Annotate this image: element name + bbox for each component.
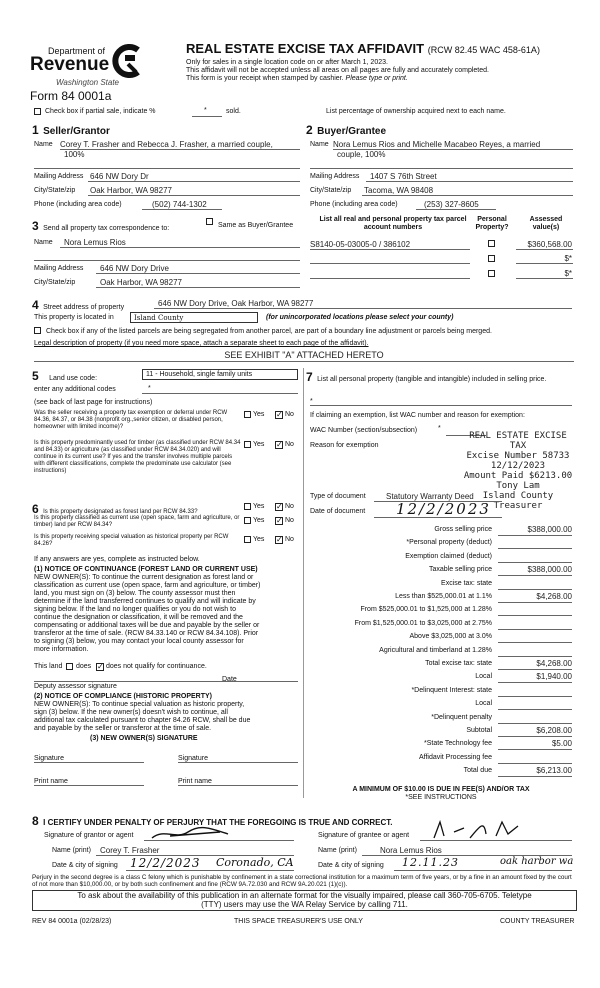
sec5-q2-yes: Yes: [253, 441, 265, 448]
calc-label: *State Technology fee: [424, 740, 492, 748]
seller-name-rule2: [34, 168, 300, 169]
grantee-sig-rule: [420, 840, 572, 841]
owner-sig-label-2: Signature: [178, 755, 208, 762]
grantee-date: 12.11.23: [402, 856, 459, 869]
land-use-select[interactable]: [142, 369, 298, 380]
grantor-name: Corey T. Frasher: [100, 846, 160, 855]
buyer-mailing: 1407 S 76th Street: [370, 172, 437, 181]
seller-phone-label: Phone (including area code): [34, 201, 122, 208]
sec7-num: 7: [306, 370, 313, 384]
sec5-q2-no-checkbox[interactable]: ✓: [276, 440, 283, 449]
sec6-q1: Is this property designated as forest land per RCW 84.33?: [43, 509, 198, 515]
notice2-text: [34, 701, 302, 733]
grantor-city: Coronado, CA: [216, 856, 294, 869]
parcel-value-1: $360,568.00: [527, 240, 572, 249]
notice1-l10: more information.: [34, 646, 89, 653]
calc-rule: [498, 535, 572, 536]
calc-value: $388,000.00: [527, 525, 572, 534]
calc-label: *Delinquent Interest: state: [411, 686, 492, 694]
buyer-num: 2: [306, 123, 313, 137]
seller-mailing: 646 NW Dory Dr: [90, 172, 149, 181]
parcel-value-rule-2: [516, 263, 573, 264]
buyer-phone-label: Phone (including area code): [310, 201, 398, 208]
notice1-title: (1) NOTICE OF CONTINUANCE (FOREST LAND OR CURRENT USE): [34, 566, 258, 573]
grantee-date-rule: [394, 870, 572, 871]
buyer-mailing-label: Mailing Address: [310, 173, 360, 180]
stamp-line2: Excise Number 58733: [466, 451, 570, 461]
wac-label: WAC Number (section/subsection): [310, 427, 418, 434]
legal-description: SEE EXHIBIT "A" ATTACHED HERETO: [224, 350, 384, 360]
see-instructions: *SEE INSTRUCTIONS: [405, 794, 477, 801]
footer-treasurer-only: THIS SPACE TREASURER'S USE ONLY: [234, 918, 363, 925]
seller-phone-rule: [142, 209, 222, 210]
sec5-q2-no: No: [285, 441, 294, 448]
owner-print-label-2: Print name: [178, 778, 212, 785]
buyer-city-rule: [362, 195, 573, 196]
sec3-city: Oak Harbor, WA 98277: [100, 278, 182, 287]
calc-value: $4,268.00: [536, 659, 572, 668]
calc-rule: [498, 615, 572, 616]
buyer-city: Tacoma, WA 98408: [364, 186, 434, 195]
sec6-num: 6: [32, 502, 39, 516]
sec7-heading: [306, 368, 574, 386]
sec7-label: List all personal property (tangible and intangible) included in selling price.: [317, 376, 547, 383]
grantee-name: Nora Lemus Rios: [380, 846, 442, 855]
partial-sale-checkbox[interactable]: [34, 108, 41, 115]
header-note1: Only for sales in a single location code on or after March 1, 2023.: [186, 59, 388, 66]
calc-table: [306, 526, 574, 784]
owner-sig-label-1: Signature: [34, 755, 64, 762]
sec5-q1-no: No: [285, 411, 294, 418]
notice2-l4: and payable by the seller or transferor at the time of sale.: [34, 725, 212, 732]
partial-sold-label: sold.: [226, 108, 241, 115]
sec3-mailing-rule: [96, 273, 300, 274]
calc-rule: [498, 763, 572, 764]
seller-city: Oak Harbor, WA 98277: [90, 186, 172, 195]
seller-city-rule: [88, 195, 300, 196]
grantee-signature-icon: [430, 818, 540, 842]
calc-label: Affidavit Processing fee: [418, 753, 492, 761]
seller-mailing-rule: [88, 181, 300, 182]
calc-rule: [498, 723, 572, 724]
dept-line1: Department of: [48, 46, 106, 56]
certify-text: I CERTIFY UNDER PENALTY OF PERJURY THAT THE FOREGOING IS TRUE AND CORRECT.: [43, 818, 393, 827]
unincorporated-note: (for unincorporated locations please select your county): [266, 314, 454, 321]
calc-value: $6,208.00: [536, 726, 572, 735]
calc-label: Exemption claimed (deduct): [405, 552, 492, 560]
personal-property-checkbox-3[interactable]: [488, 270, 495, 277]
grantee-name-label: Name (print): [318, 847, 357, 854]
doc-date: 12/2/2023: [396, 500, 491, 518]
sec5-q1-yes-checkbox[interactable]: [244, 411, 251, 418]
perjury-text: Perjury in the second degree is a class C felony which is punishable by confinement in a state correctional institution for a maximum term of five years, or by a fine in an amount fixed by the court of not more than $10,000.00, or by both such confinement and fine (RCW 9A.72.030 and RCW 9A.20.021 (1)(c)).: [32, 874, 572, 888]
parcel-value-2: $*: [564, 254, 572, 263]
notice1-l8: transferor at the time of sale. (RCW 84.33.140 or RCW 84.34.108). Prior: [34, 630, 259, 637]
calc-rule: [498, 602, 572, 603]
owner-print-label-1: Print name: [34, 778, 68, 785]
reason-label: Reason for exemption: [310, 442, 379, 449]
land-does-checkbox[interactable]: [66, 663, 73, 670]
county-select[interactable]: [130, 312, 258, 323]
seller-phone: (502) 744-1302: [152, 200, 207, 209]
stamp-line3: 12/12/2023: [490, 461, 546, 471]
sec6-if-any: If any answers are yes, complete as instructed below.: [34, 556, 200, 563]
grantee-city: oak harbor wa: [500, 856, 574, 867]
sec3-label: Send all property tax correspondence to:: [43, 225, 170, 232]
property-street: 646 NW Dory Drive, Oak Harbor, WA 98277: [158, 299, 314, 308]
column-divider: [303, 368, 304, 798]
grantor-name-label: Name (print): [52, 847, 91, 854]
sec5-q1-no-checkbox[interactable]: ✓: [276, 410, 283, 419]
calc-rule: [498, 776, 572, 777]
calc-label: Agricultural and timberland at 1.28%: [379, 646, 492, 654]
buyer-mailing-rule: [366, 181, 573, 182]
calc-label: *Delinquent penalty: [431, 713, 492, 721]
calc-label: From $525,000.01 to $1,525,000 at 1.28%: [360, 606, 492, 614]
land-does-label: does: [76, 663, 92, 670]
doc-date-label: Date of document: [310, 508, 366, 515]
sec5-heading: [32, 367, 97, 385]
calc-label: Taxable selling price: [428, 566, 492, 574]
calc-rule: [498, 642, 572, 643]
calc-rule: [498, 589, 572, 590]
calc-rule: [498, 656, 572, 657]
calc-rule: [498, 575, 572, 576]
sec5-num: 5: [32, 369, 39, 383]
sec5-q1: Was the seller receiving a property tax exemption or deferral under RCW 84.36, 84.37, or 84.38 (nonprofit org.,senior citizen, or disabled person, homeowner with limited income)?: [34, 410, 228, 430]
sec3-mailing: 646 NW Dory Drive: [100, 264, 169, 273]
additional-codes-label: enter any additional codes: [34, 386, 116, 393]
calc-label: Local: [475, 673, 492, 681]
parcel-rule-1: [310, 249, 470, 250]
same-as-buyer-label: Same as Buyer/Grantee: [218, 222, 294, 229]
calc-value: $388,000.00: [527, 565, 572, 575]
seller-heading-text: Seller/Grantor: [43, 126, 110, 137]
sec6-q1-yes-checkbox[interactable]: [244, 503, 251, 510]
calc-label: Subtotal: [466, 727, 492, 734]
sec3-num: 3: [32, 219, 39, 233]
notice2-title: (2) NOTICE OF COMPLIANCE (HISTORIC PROPERTY): [34, 693, 212, 700]
sec6-q1-no-checkbox[interactable]: ✓: [276, 502, 283, 511]
seller-mailing-label: Mailing Address: [34, 173, 84, 180]
sec6-q3-yes: Yes: [253, 536, 265, 543]
doc-date-rule: [374, 517, 502, 518]
calc-rule: [498, 736, 572, 737]
sec3-name-rule: [60, 247, 300, 248]
sec3-city-rule: [96, 287, 300, 288]
notice1-l3: land, you must sign on (3) below. The county assessor must then: [34, 590, 236, 597]
buyer-name-label: Name: [310, 141, 329, 148]
sec6-q2: Is this property classified as current use (open space, farm and agriculture, or timber) land per RCW 84.34?: [34, 515, 240, 528]
seller-name-rule: [60, 149, 300, 150]
sec7-value: *: [310, 398, 313, 405]
dept-line2: Revenue: [30, 54, 110, 75]
buyer-phone: (253) 327-8605: [424, 200, 479, 209]
seller-name-line1: Corey T. Frasher and Rebecca J. Frasher, a married couple,: [60, 140, 273, 149]
parcel-col1: List all real and personal property tax parcel account numbers: [319, 216, 467, 231]
parcel-col2: Personal Property?: [475, 216, 509, 231]
calc-label: Gross selling price: [434, 526, 492, 533]
revenue-logo-icon: [108, 44, 144, 78]
sec3-heading: [32, 217, 169, 235]
doc-type-label: Type of document: [310, 493, 366, 500]
calc-label: Total due: [463, 767, 492, 775]
grantor-sig-label: Signature of grantor or agent: [44, 832, 134, 839]
stamp-line4: Amount Paid $6213.00: [463, 471, 573, 481]
notice1-l6: continue the designation or classification, it will be removed and the: [34, 614, 243, 621]
header-note3-text: This form is your receipt when stamped by cashier.: [186, 75, 344, 82]
property-street-rule: [154, 308, 572, 309]
buyer-heading: [306, 121, 386, 139]
calc-rule: [498, 682, 572, 683]
calc-rule: [498, 548, 572, 549]
sec4-street-label: Street address of property: [43, 304, 125, 311]
parcel-rule-3: [310, 278, 470, 279]
sec4-heading: [32, 296, 124, 314]
sec5-q2: Is this property predominantly used for timber (as classified under RCW 84.34 and 84.33) or agriculture (as classified under RCW 84.34.020) and will continue in its current use? If yes and the transfer involves multiple parcels with different classifications, complete the predominate use calculator (see instructions): [34, 440, 241, 474]
sec3-city-label: City/State/zip: [34, 279, 76, 286]
calc-label: Less than $525,000.01 at 1.1%: [395, 593, 492, 600]
notice1-l4: determine if the land transferred continues to qualify and will indicate by: [34, 598, 256, 605]
seller-name-label: Name: [34, 141, 53, 148]
legal-rule-1: [34, 361, 574, 362]
minimum-due: A MINIMUM OF $10.00 IS DUE IN FEE(S) AND/OR TAX: [352, 786, 530, 793]
notice2-l3: additional tax calculated pursuant to chapter 84.26 RCW, shall be due: [34, 717, 251, 724]
grantor-sig-rule: [144, 840, 294, 841]
calc-rule: [498, 749, 572, 750]
same-as-buyer-checkbox[interactable]: [206, 218, 213, 225]
notice3-title: (3) NEW OWNER(S) SIGNATURE: [90, 735, 198, 742]
notice1-l9: to signing (3) below, you may contact your local county assessor for: [34, 638, 244, 645]
calc-label: Local: [475, 700, 492, 708]
buyer-name-line2: couple, 100%: [337, 150, 386, 159]
footer-county: COUNTY TREASURER: [500, 918, 575, 925]
header-note3-tail: Please type or print.: [345, 75, 408, 82]
ownership-note: List percentage of ownership acquired next to each name.: [326, 108, 506, 115]
sec6-q3-no-checkbox[interactable]: ✓: [276, 535, 283, 544]
additional-codes-value: *: [148, 385, 151, 392]
calc-rule: [498, 709, 572, 710]
calc-rule: [498, 696, 572, 697]
calc-label: Total excise tax: state: [425, 660, 492, 667]
this-land-label: This land: [34, 663, 63, 670]
notice1-l5: signing below. If the land no longer qualifies or you do not wish to: [34, 606, 236, 613]
segregated-label: Check box if any of the listed parcels are being segregated from another parcel, are part of a boundary line adjustment or parcels being merged.: [46, 328, 492, 335]
notice2-l2: sign (3) below. If the new owner(s) doesn't wish to continue, all: [34, 709, 228, 716]
ada-line2: (TTY) users may use the WA Relay Service by calling 711.: [201, 900, 408, 909]
personal-property-checkbox-1[interactable]: [488, 240, 495, 247]
exemption-label: If claiming an exemption, list WAC number and reason for exemption:: [310, 412, 525, 419]
sec6-q2-yes-checkbox[interactable]: [244, 517, 251, 524]
land-does-not-label: does not qualify for continuance.: [106, 663, 207, 670]
stamp-line5: Tony Lam: [496, 481, 540, 491]
calc-value: $4,268.00: [536, 592, 572, 601]
title-rcw: (RCW 82.45 WAC 458-61A): [427, 45, 540, 55]
buyer-city-label: City/State/zip: [310, 187, 352, 194]
calc-label: Above $3,025,000 at 3.0%: [409, 633, 492, 641]
doc-type: Statutory Warranty Deed: [386, 492, 474, 501]
calc-value: $6,213.00: [536, 766, 572, 776]
partial-sale-pct: *: [204, 107, 207, 114]
sec3-name-rule2: [34, 260, 300, 261]
sec6-q2-no-checkbox[interactable]: ✓: [276, 516, 283, 525]
title-text: REAL ESTATE EXCISE TAX AFFIDAVIT: [186, 41, 425, 56]
additional-codes-rule: [142, 393, 298, 394]
sec5-q1-yes: Yes: [253, 411, 265, 418]
sec6-q3-no: No: [285, 536, 294, 543]
parcel-value-rule-1: [516, 249, 573, 250]
ada-line1: To ask about the availability of this publication in an alternate format for the visually impaired, please call 360-705-6705. Teletype: [77, 891, 532, 900]
stamp-line6: Island County Treasurer: [482, 491, 554, 511]
sec6-q1-no: No: [285, 503, 294, 510]
sec3-mailing-label: Mailing Address: [34, 265, 84, 272]
parcel-rule-2: [310, 263, 470, 264]
personal-property-checkbox-2[interactable]: [488, 255, 495, 262]
parcel-number-1: S8140-05-03005-0 / 386102: [310, 240, 411, 249]
county-value: Island County: [134, 314, 184, 322]
sec6-q2-no: No: [285, 517, 294, 524]
parcel-col3: Assessed value(s): [529, 216, 563, 231]
calc-label: Excise tax: state: [441, 579, 492, 587]
sec4-num: 4: [32, 298, 39, 312]
form-number: Form 84 0001a: [30, 89, 112, 103]
grantor-date: 12/2/2023: [130, 856, 201, 870]
wac-value: *: [438, 425, 441, 432]
notice1-text: [34, 574, 302, 654]
grantee-sig-label: Signature of grantee or agent: [318, 832, 410, 839]
sec6-q3-yes-checkbox[interactable]: [244, 536, 251, 543]
notice1-l2: classification as current use (open space, farm and agriculture, or timber): [34, 582, 261, 589]
calc-rule: [498, 562, 572, 563]
partial-sale-label: Check box if partial sale, indicate %: [45, 108, 156, 115]
deputy-sig-rule: [34, 681, 298, 682]
land-use-label: Land use code:: [49, 375, 98, 382]
land-does-not-checkbox[interactable]: ✓: [97, 662, 104, 671]
calc-value: $1,940.00: [536, 672, 572, 682]
page-title: [186, 42, 540, 57]
legal-label: Legal description of property (if you need more space, attach a separate sheet to each page of the affidavit).: [34, 340, 369, 347]
sec5-q2-yes-checkbox[interactable]: [244, 441, 251, 448]
parcel-value-3: $*: [564, 269, 572, 278]
sec3-name-label: Name: [34, 239, 53, 246]
buyer-name-rule2: [310, 168, 573, 169]
buyer-heading-text: Buyer/Grantee: [317, 126, 387, 137]
sec3-name: Nora Lemus Rios: [64, 238, 126, 247]
calc-label: *Personal property (deduct): [406, 539, 492, 547]
sec6-q1-yes: Yes: [253, 503, 265, 510]
located-label: This property is located in: [34, 314, 114, 321]
buyer-name-line1: Nora Lemus Rios and Michelle Macabeo Reyes, a married: [333, 140, 541, 149]
see-back: (see back of last page for instructions): [34, 399, 153, 406]
dept-line3: Washington State: [56, 78, 120, 87]
sec6-q3: Is this property receiving special valuation as historical property per RCW 84.26?: [34, 534, 229, 547]
stamp-line1: REAL ESTATE EXCISE TAX: [469, 431, 567, 451]
seller-heading: [32, 121, 110, 139]
seller-num: 1: [32, 123, 39, 137]
notice2-l1: NEW OWNER(S): To continue special valuation as historic property,: [34, 701, 245, 708]
notice1-l7: compensating or additional taxes will be due and payable by the seller or: [34, 622, 260, 629]
header-note3: [186, 75, 408, 83]
buyer-name-rule: [333, 149, 573, 150]
notice1-l1: NEW OWNER(S): To continue the current designation as forest land or: [34, 574, 254, 581]
calc-label: From $1,525,000.01 to $3,025,000 at 2.75%: [354, 619, 492, 627]
sec8-num: 8: [32, 814, 39, 828]
grantee-date-label: Date & city of signing: [318, 862, 384, 869]
buyer-phone-rule: [416, 209, 496, 210]
partial-sale-line: [192, 116, 222, 117]
calc-rule: [498, 629, 572, 630]
calc-value: $5.00: [551, 739, 572, 749]
deputy-date-label: Date: [222, 676, 237, 683]
seller-name-line2: 100%: [64, 150, 85, 159]
calc-rule: [498, 669, 572, 670]
treasurer-stamp: [462, 431, 574, 511]
segregated-checkbox[interactable]: [34, 327, 41, 334]
land-use-value: 11 - Household, single family units: [146, 371, 253, 378]
grantor-date-label: Date & city of signing: [52, 862, 118, 869]
seller-city-label: City/State/zip: [34, 187, 76, 194]
grantor-date-rule: [126, 870, 294, 871]
header-note2: This affidavit will not be accepted unless all areas on all pages are fully and accurately completed.: [186, 67, 489, 74]
deputy-sig-label: Deputy assessor signature: [34, 683, 117, 690]
parcel-value-rule-3: [516, 278, 573, 279]
sec7-rule: [310, 405, 572, 406]
footer-rev: REV 84 0001a (02/28/23): [32, 918, 112, 925]
sec6-q2-yes: Yes: [253, 517, 265, 524]
